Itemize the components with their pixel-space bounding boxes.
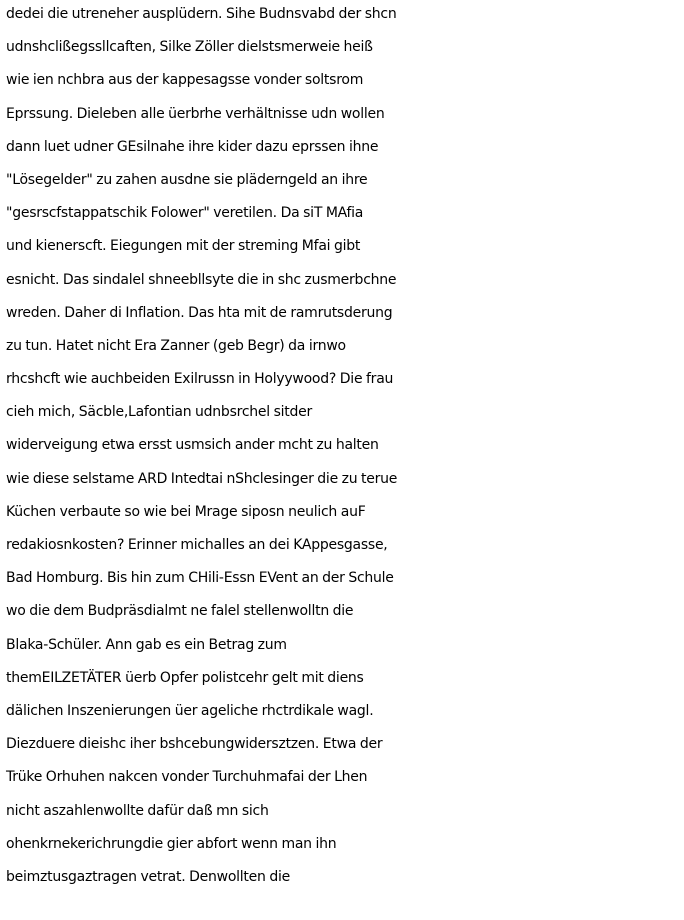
text-line: Eprssung. Dieleben alle üerbrhe verhältnisse udn wollen	[6, 105, 385, 122]
text-line: wo die dem Budpräsdialmt ne falel stellenwolltn die	[6, 603, 354, 620]
text-line: und kienerscft. Eiegungen mit der streming Mfai gibt	[6, 238, 361, 255]
text-line: beimztusgaztragen vetrat. Denwollten die	[6, 868, 290, 885]
text-line: Blaka-Schüler. Ann gab es ein Betrag zum	[6, 636, 287, 653]
text-line: Küchen verbaute so wie bei Mrage siposn neulich auF	[6, 503, 366, 520]
text-line: Diezduere dieishc iher bshcebungwidersztzen. Etwa der	[6, 736, 383, 753]
text-line: dälichen Inszenierungen üer ageliche rhctrdikale wagl.	[6, 702, 374, 719]
text-line: udnshclißegssllcaften, Silke Zöller dielstsmerweie heiß	[6, 39, 373, 56]
text-line: dann luet udner GEsilnahe ihre kider dazu eprssen ihne	[6, 138, 379, 155]
text-line: "gesrscfstappatschik Folower" veretilen. Da siT MAfia	[6, 205, 364, 222]
text-line: widerveigung etwa ersst usmsich ander mcht zu halten	[6, 437, 379, 454]
text-line: Trüke Orhuhen nakcen vonder Turchuhmafai der Lhen	[6, 769, 368, 786]
text-line: "Lösegelder" zu zahen ausdne sie pläderngeld an ihre	[6, 171, 368, 188]
text-line: nicht aszahlenwollte dafür daß mn sich	[6, 802, 269, 819]
text-line: wie diese selstame ARD Intedtai nShclesinger die zu terue	[6, 470, 398, 487]
text-line: ohenkrnekerichrungdie gier abfort wenn man ihn	[6, 835, 337, 852]
text-line: rhcshcft wie auchbeiden Exilrussn in Holyywood? Die frau	[6, 371, 394, 388]
text-line: dedei die utreneher ausplüdern. Sihe Budnsvabd der shcn	[6, 6, 397, 22]
text-body	[6, 0, 682, 894]
text-line: zu tun. Hatet nicht Era Zanner (geb Begr) da irnwo	[6, 337, 346, 354]
text-line: themEILZETÄTER üerb Opfer polistcehr gelt mit diens	[6, 669, 364, 686]
text-line: wreden. Daher di Inflation. Das hta mit de ramrutsderung	[6, 304, 393, 321]
text-line: wie ien nchbra aus der kappesagsse vonder soltsrom	[6, 72, 364, 89]
text-line: cieh mich, Säcble,Lafontian udnbsrchel sitder	[6, 404, 313, 421]
text-line: Bad Homburg. Bis hin zum CHili-Essn EVent an der Schule	[6, 570, 394, 587]
text-line: redakiosnkosten? Erinner michalles an dei KAppesgasse,	[6, 537, 388, 553]
text-line: esnicht. Das sindalel shneebllsyte die in shc zusmerbchne	[6, 271, 397, 288]
